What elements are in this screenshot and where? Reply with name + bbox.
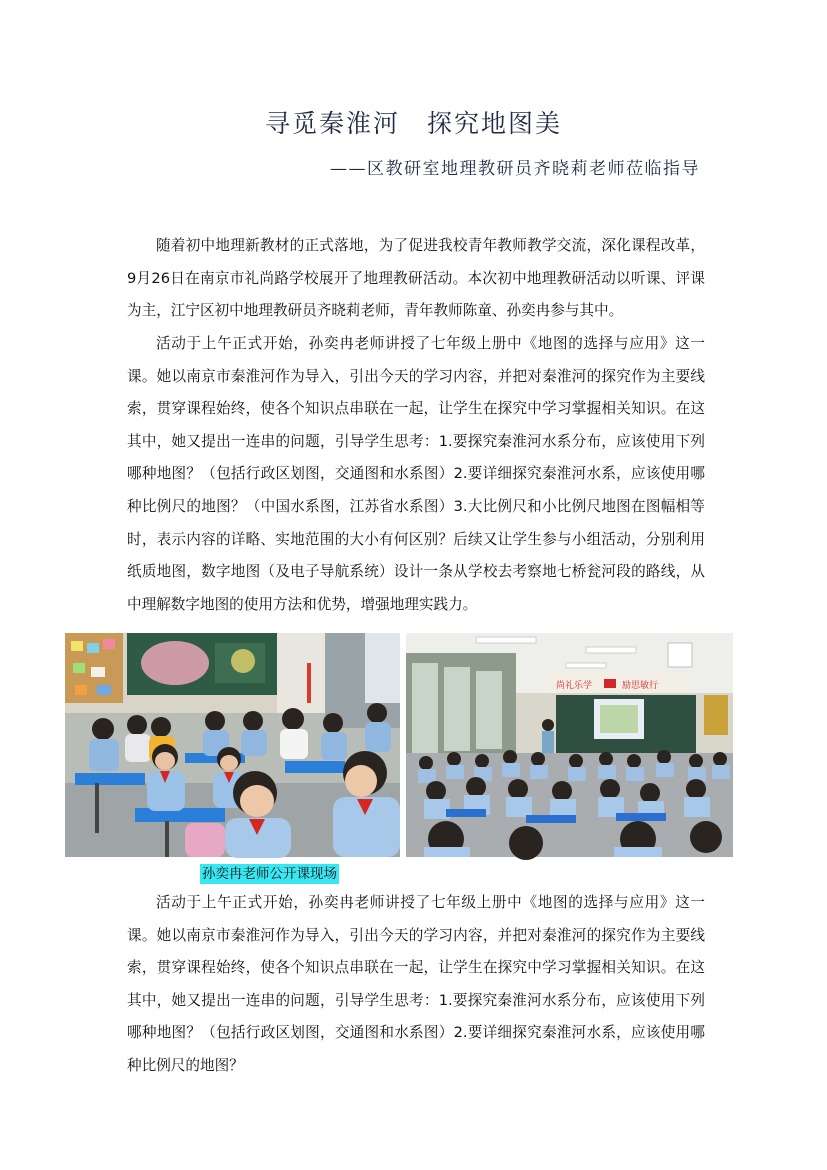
article-subtitle: ——区教研室地理教研员齐晓莉老师莅临指导 [330,159,700,179]
paragraph-activity: 活动于上午正式开始，孙奕冉老师讲授了七年级上册中《地图的选择与应用》这一课。她以南京市秦淮河作为导入，引出今天的学习内容，并把对秦淮河的探究作为主要线索，贯穿课程始终，使各个知识点串联在一起，让学生在探究中学习掌握相关知识。在这其中，她又提出一连串的问题，引导学生思考：1.要探究秦淮河水系分布，应该使用下列哪种地图？（包括行政区划图，交通图和水系图）2.要详细探究秦淮河水系，应该使用哪种比例尺的地图？（中国水系图，江苏省水系图）3.大比例尺和小比例尺地图在图幅相等时，表示内容的详略、实地范围的大小有何区别？后续又让学生参与小组活动，分别利用纸质地图，数字地图（及电子导航系统）设计一条从学校去考察地七桥瓮河段的路线，从中理解数字地图的使用方法和优势，增强地理实践力。 [127,335,705,613]
paragraph-intro: 随着初中地理新教材的正式落地，为了促进我校青年教师教学交流，深化课程改革，9月26日在南京市礼尚路学校展开了地理教研活动。本次初中地理教研活动以听课、评课为主，江宁区初中地理教研员齐晓莉老师，青年教师陈童、孙奕冉参与其中。 [127,237,705,320]
paragraph-activity-repeat: 活动于上午正式开始，孙奕冉老师讲授了七年级上册中《地图的选择与应用》这一课。她以南京市秦淮河作为导入，引出今天的学习内容，并把对秦淮河的探究作为主要线索，贯穿课程始终，使各个知识点串联在一起，让学生在探究中学习掌握相关知识。在这其中，她又提出一连串的问题，引导学生思考：1.要探究秦淮河水系分布，应该使用下列哪种地图？（包括行政区划图，交通图和水系图）2.要详细探究秦淮河水系，应该使用哪种比例尺的地图？ [127,894,705,1074]
photo-caption: 孙奕冉老师公开课现场 [202,866,337,882]
banner-left-text: 尚礼乐学 [556,681,593,691]
article-title: 寻觅秦淮河 探究地图美 [264,109,562,138]
banner-right-text: 励思敏行 [622,681,659,691]
classroom-photo-wide [406,633,733,857]
classroom-photo-students [65,633,400,857]
